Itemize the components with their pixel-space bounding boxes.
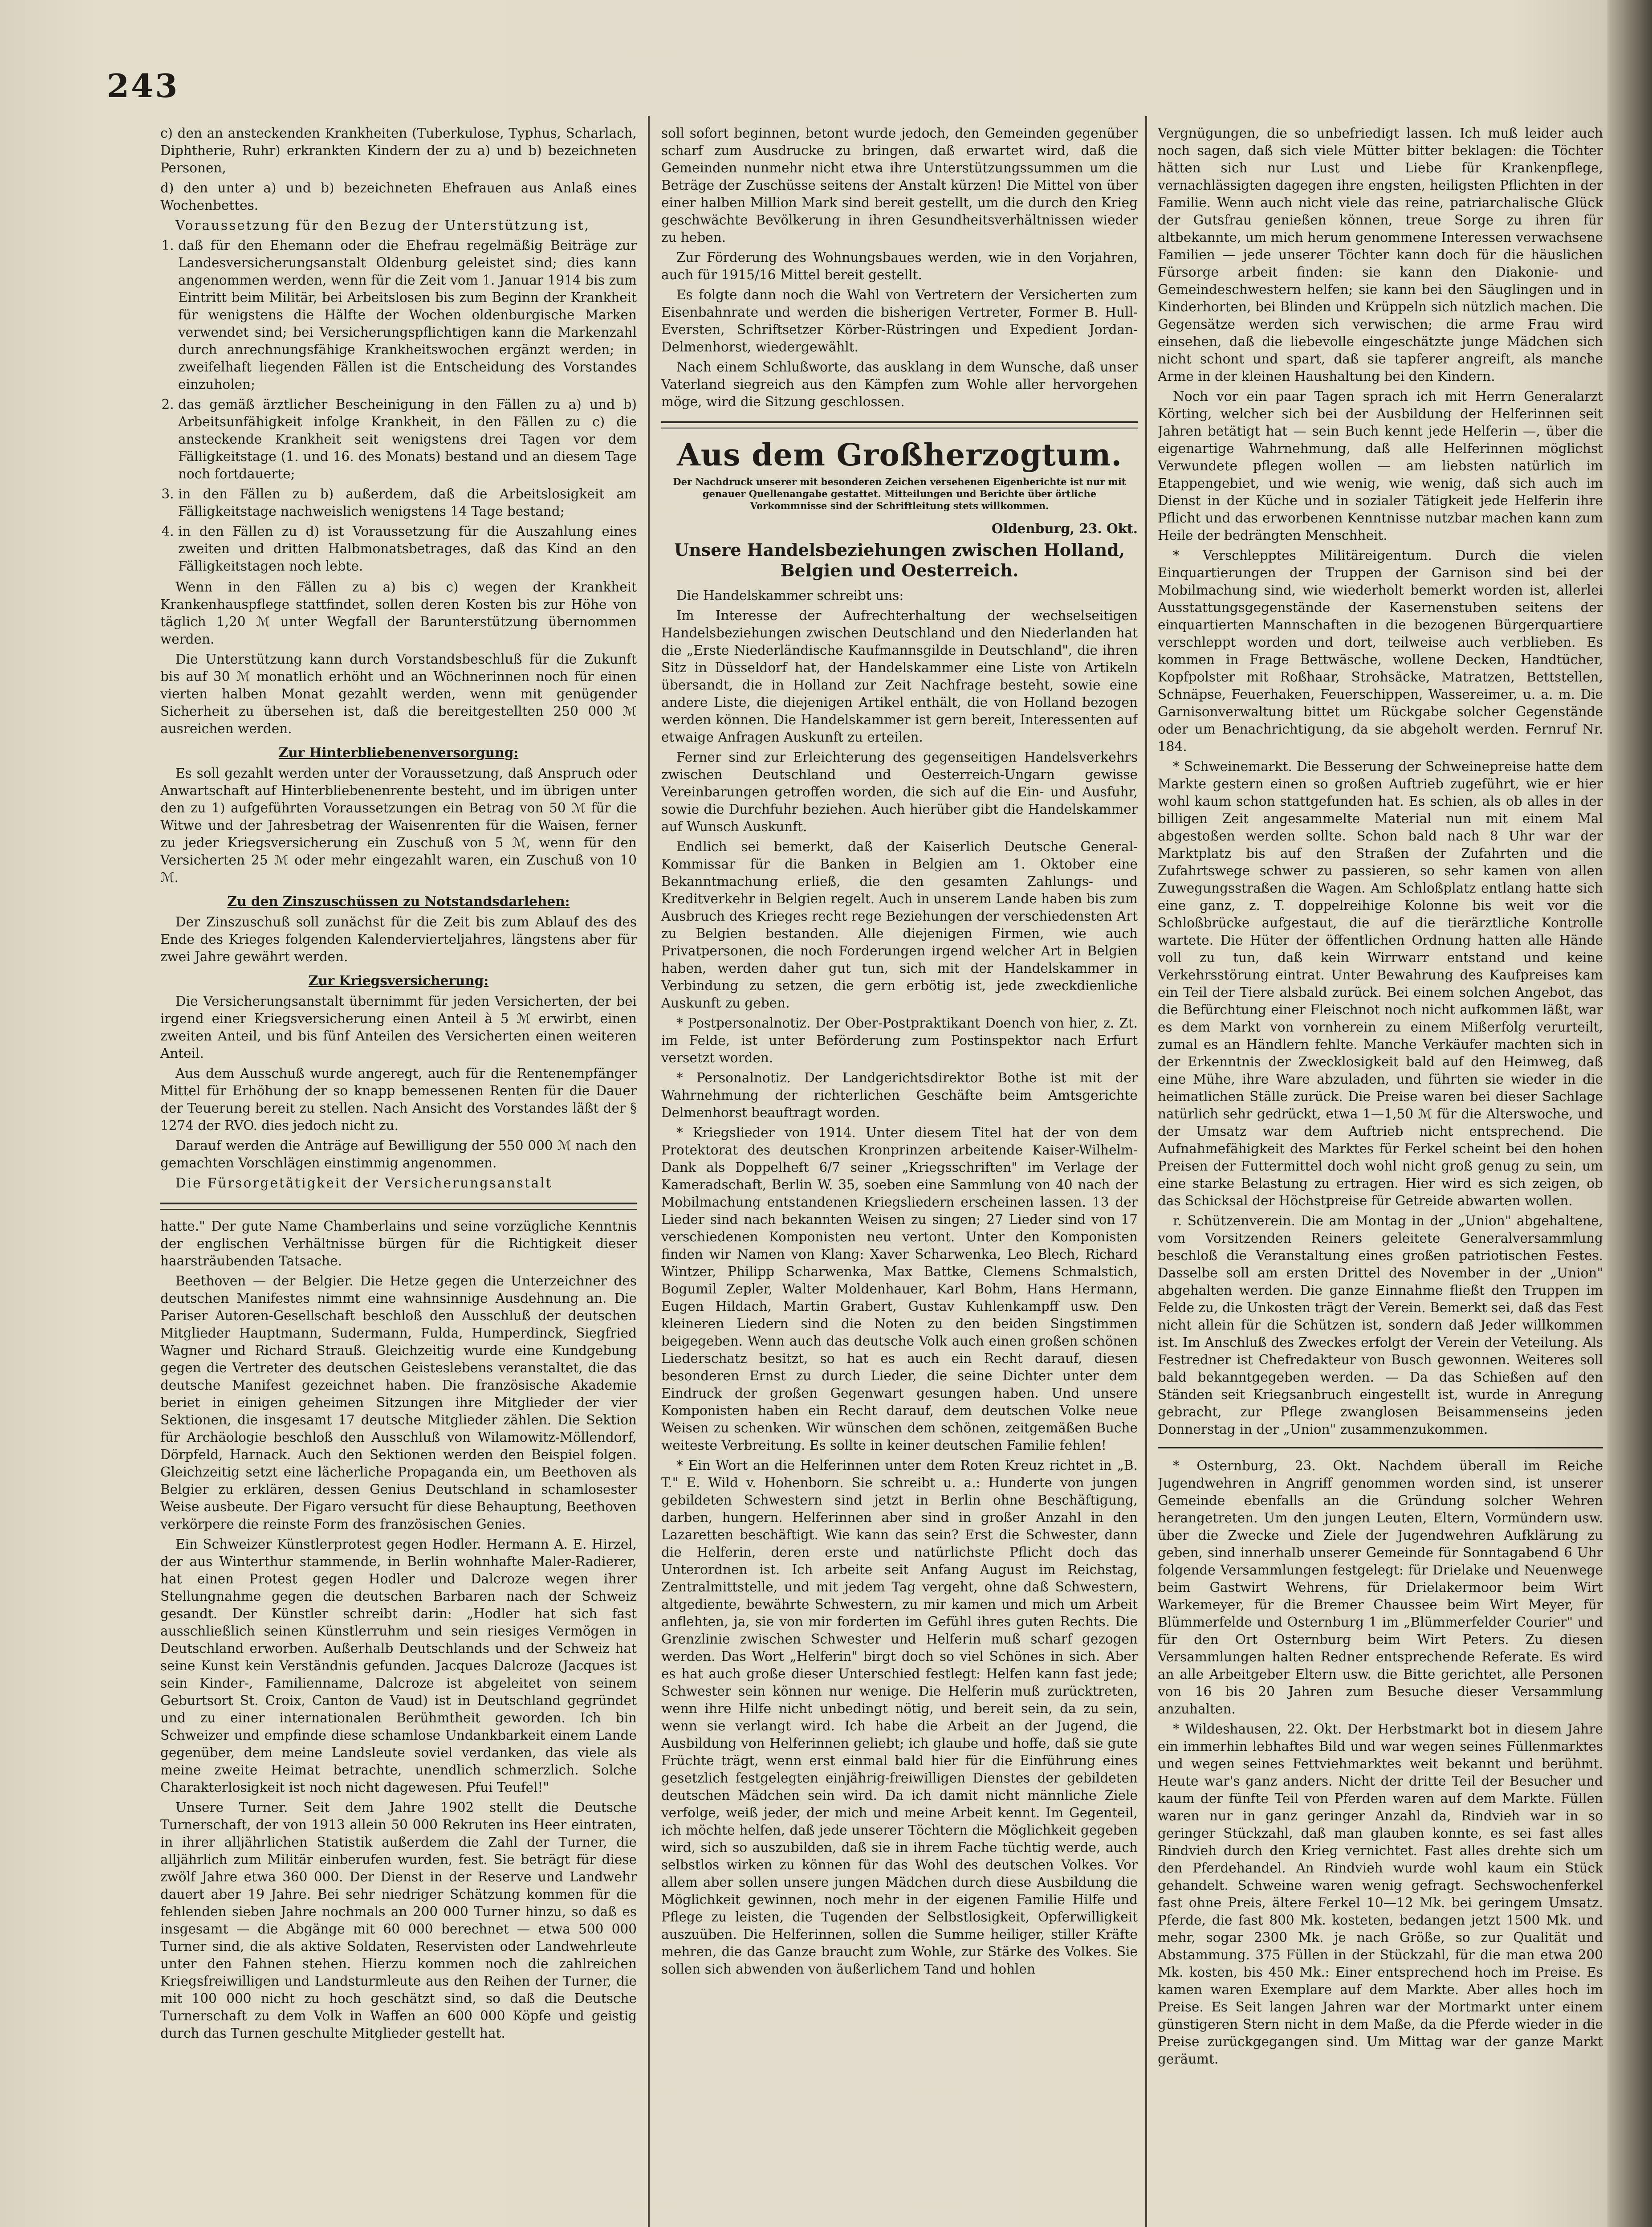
page-number: 243 [107,67,179,105]
column-middle [661,125,1138,2227]
paragraph-handelskammer-3: Ferner sind zur Erleichterung des gegenseitigen Handelsverkehrs zwischen Deutschland und Oesterreich-Ungarn gewisse Vereinbarungen getroffen worden, die sich auf die Ein- und Ausfuhr, sowie die Durchfuhr beziehen. Auch hierüber gibt die Handelskammer auf Wunsch Auskunft. [661,750,1138,834]
list-item: 2. das gemäß ärztlicher Bescheinigung in den Fällen zu a) und b) Arbeitsunfähigkeit infolge Krankheit, in den Fällen zu c) die ansteckende Krankheit seit wenigstens drei Tagen vor dem Fälligkeitstage (1. und 16. des Monats) bestand und an diesem Tage noch fortdauerte; [178,396,637,483]
article-osternburg: * Osternburg, 23. Okt. Nachdem überall im Reiche Jugendwehren in Angriff genommen worden sind, ist unserer Gemeinde ebenfalls an die Gründung solcher Wehren herangetreten. Um den jungen Leuten, Eltern, Vormündern usw. über die Zwecke und Ziele der Jugendwehren Aufklärung zu geben, sind innerhalb unserer Gemeinde für Sonntagabend 6 Uhr folgende Versammlungen festgelegt: für Drielake und Neuenwege beim Gastwirt Wehrens, für Drielakermoor beim Wirt Warkemeyer, für die Bremer Chaussee beim Wirt Meyer, für Blümmerfelde und Osternburg 1 im „Blümmerfelder Courier" und für den Ort Osternburg beim Wirt Peters. Zu diesen Versammlungen halten Redner entsprechende Referate. Es wird an alle Arbeitgeber Eltern usw. die Bitte gerichtet, alle Personen von 16 bis 20 Jahren zum Besuche dieser Versammlung anzuhalten. [1158,1458,1603,1717]
paragraph-ausschuss: Aus dem Ausschuß wurde angeregt, auch für die Rentenempfänger Mittel für Erhöhung der so knapp bemessenen Renten für die Dauer der Teuerung bereit zu stellen. Nach Ansicht des Vorstandes läßt der § 1274 der RVO. dies jedoch nicht zu. [160,1066,637,1133]
dateline: Oldenburg, 23. Okt. [991,521,1138,536]
paragraph-schluss: Nach einem Schlußworte, das ausklang in dem Wunsche, daß unser Vaterland siegreich aus den Kämpfen zum Wohle aller hervorgehen möge, wird die Sitzung geschlossen. [661,359,1138,409]
article-militaereigentum: * Verschlepptes Militäreigentum. Durch die vielen Einquartierungen der Truppen der Garnison sind bei der Mobilmachung sind, wie wiederholt bemerkt worden ist, allerlei Ausstattungsgegenstände der Kasernenstuben seitens der einquartierten Mannschaften in die bezogenen Bürgerquartiere verschleppt worden und dort, teilweise auch verblieben. Es kommen in Frage Bettwäsche, wollene Decken, Handtücher, Kopfpolster mit Roßhaar, Strohsäcke, Matratzen, Bettstellen, Schnäpse, Feuerhaken, Feuerschippen, Wassereimer, u. a. m. Die Garnisonverwaltung bittet um Rückgabe solcher Gegenstände oder um Benachrichtigung, da sie abgeholt werden. Fernruf Nr. 184. [1158,548,1603,754]
list-item: 1. daß für den Ehemann oder die Ehefrau regelmäßig Beiträge zur Landesversicherungsanstalt Oldenburg geleistet sind; dies kann angenommen werden, wenn für die Zeit vom 1. Januar 1914 bis zum Eintritt beim Militär, bei Arbeitslosen bis zum Beginn der Krankheit für wenigstens die Hälfte der Wochen oldenburgische Marken verwendet sind; bei Versicherungspflichtigen kann die Markenzahl durch anrechnungsfähige Krankheitswochen ergänzt werden; in zweifelhaft liegenden Fällen ist die Entscheidung des Vorstandes einzuholen; [178,237,637,393]
reprint-notice: Der Nachdruck unserer mit besonderen Zeichen versehenen Eigenberichte ist nur mit genauer Quellenangabe gestattet. Mitteilungen und Berichte über örtliche Vorkommnisse sind der Schriftleitung stets willkommen. [673,476,1126,511]
article-turner: Unsere Turner. Seit dem Jahre 1902 stellt die Deutsche Turnerschaft, der von 1913 allein 50 000 Rekruten ins Heer eintraten, in ihrer alljährlichen Statistik außerdem die Zahl der Turner, die alljährlich zum Militär einberufen wurden, fest. Sie beträgt für diese zwölf Jahre etwa 360 000. Der Dienst in der Reserve und Landwehr dauert aber 19 Jahre. Bei sehr niedriger Schätzung kommen für die fehlenden sieben Jahre nochmals an 200 000 Turner hinzu, so daß es insgesamt — die Abgänge mit 60 000 berechnet — etwa 500 000 Turner sind, die als aktive Soldaten, Reservisten oder Landwehrleute unter den Fahnen stehen. Hierzu kommen noch die zahlreichen Kriegsfreiwilligen und Landsturmleute aus den Reihen der Turner, die mit 100 000 nicht zu hoch geschätzt sind, so daß die Deutsche Turnerschaft zu dem Volk in Waffen an 600 000 Köpfe und geistig durch das Turnen geschulte Mitglieder gestellt hat. [160,1800,637,2041]
continued-list [160,125,637,214]
prerequisite-heading: Voraussetzung für den Bezug der Unterstützung ist, [175,218,590,233]
paragraph-chamberlain: hatte." Der gute Name Chamberlains und seine vorzügliche Kenntnis der englischen Verhältnisse bürgen für die Richtigkeit dieser haarsträubenden Tatsache. [160,1219,637,1268]
column-divider-1 [648,116,650,2227]
paragraph-continuation: Vergnügungen, die so unbefriedigt lassen. Ich muß leider auch noch sagen, daß sich viele Mütter bitter beklagen: die Töchter hätten sich nur Lust und Liebe für Krankenpflege, vernachlässigten dagegen ihre engsten, heiligsten Pflichten in der Familie. Wenn auch nicht viele das reine, patriarchalische Glück der Gutsfrau genießen können, treue Sorge zu ihren für altbekannte, um mich herum genommene Interessen verwachsene Familien — jede unserer Töchter kann doch für die häuslichen Fürsorge arbeit finden: sie kann den Diakonie- und Gemeindeschwestern helfen; sie kann bei den Säuglingen und in Kinderhorten, bei Blinden und Krüppeln sich nützlich machen. Die Gegensätze werden sich verwischen; die arme Frau wird einsehen, daß die liebevolle eingeschätzte junge Mädchen sich nicht schont und spart, daß sie tapferer angreift, als manche Arme in der kleinen Haushaltung bei den Kindern. [1158,126,1603,384]
paragraph-fuersorge: Die Fürsorgetätigkeit der Versicherungsanstalt [175,1175,553,1191]
paragraph-wohnungsbau: Zur Förderung des Wohnungsbaues werden, wie in den Vorjahren, auch für 1915/16 Mittel bereit gestellt. [661,250,1138,282]
subheading-kriegsversicherung: Zur Kriegsversicherung: [308,973,489,988]
list-item: d) den unter a) und b) bezeichneten Ehefrauen aus Anlaß eines Wochenbettes. [160,180,637,213]
list-item: c) den an ansteckenden Krankheiten (Tuberkulose, Typhus, Scharlach, Diphtherie, Ruhr) erkrankten Kindern der zu a) und b) bezeichneten Personen, [160,126,637,175]
paragraph-handelskammer-1: Die Handelskammer schreibt uns: [676,588,904,603]
notice-postpersonal: * Postpersonalnotiz. Der Ober-Postpraktikant Doench von hier, z. Zt. im Felde, ist unter Beförderung zum Postinspektor nach Erfurt versetzt worden. [661,1016,1138,1065]
paragraph-kriegsversicherung: Die Versicherungsanstalt übernimmt für jeden Versicherten, der bei irgend einer Kriegsversicherung einen Anteil à 5 ℳ erwirbt, einen zweiten Anteil, und bis fünf Anteilen des Versicherten einen weiteren Anteil. [160,994,637,1061]
column-left [160,125,637,2227]
paragraph-continuation: soll sofort beginnen, betont wurde jedoch, den Gemeinden gegenüber scharf zum Ausdrucke zu bringen, daß erwartet wird, daß die Gemeinden nunmehr nicht etwa ihre Unterstützungssummen um die Beträge der Zuschüsse seitens der Anstalt kürzen! Die Mittel von über einer halben Million Mark sind bereit gestellt, um die durch den Krieg geschwächte Bevölkerung in ihren Gesundheitsverhältnissen wieder zu heben. [661,126,1138,245]
column-right [1158,125,1603,2227]
paragraph-antraege: Darauf werden die Anträge auf Bewilligung der 550 000 ℳ nach den gemachten Vorschlägen einstimmig angenommen. [160,1138,637,1171]
paragraph-unterstuetzung: Die Unterstützung kann durch Vorstandsbeschluß für die Zukunft bis auf 30 ℳ monatlich erhöht und an Wöchnerinnen noch für einen vierten halben Monat gezahlt werden, wenn mit genügender Sicherheit zu übersehen ist, daß die bereitgestellten 250 000 ℳ ausreichen werden. [160,652,637,736]
list-item: 4. in den Fällen zu d) ist Voraussetzung für die Auszahlung eines zweiten und dritten Halbmonatsbetrages, daß das Kind an den Fälligkeitstagen noch lebte. [178,523,637,575]
page-spine-shadow [1607,0,1652,2227]
article-beethoven: Beethoven — der Belgier. Die Hetze gegen die Unterzeichner des deutschen Manifestes nimmt eine wahnsinnige Ausdehnung an. Die Pariser Autoren-Gesellschaft beschloß den Ausschluß der deutschen Mitglieder Hauptmann, Sudermann, Fulda, Humperdinck, Siegfried Wagner und Richard Strauß. Gleichzeitig wurde eine Kundgebung gegen die Vertreter des deutschen Geisteslebens veranstaltet, die das deutsche Manifest gezeichnet haben. Die französische Akademie beriet in einigen geheimen Sitzungen ihre Mitglieder der vier Sektionen, die insgesamt 17 deutsche Mitglieder zählen. Die Sektion für Archäologie beschloß den Ausschluß von Wilamowitz-Möllendorf, Dörpfeld, Harnack. Auch den Sektionen werden den Beispiel folgen. Gleichzeitig setzt eine lächerliche Propaganda ein, um Beethoven als Belgier zu erklären, dessen Genius Deutschland in schamlosester Weise ausbeute. Der Figaro versucht für diese Behauptung, Beethoven verkörpere die reinste Form des französischen Genies. [160,1273,637,1532]
paragraph-krankenhaus: Wenn in den Fällen zu a) bis c) wegen der Krankheit Krankenhauspflege stattfindet, sollen deren Kosten bis zur Höhe von täglich 1,20 ℳ unter Wegfall der Barunterstützung übernommen werden. [160,579,637,647]
list-item: 3. in den Fällen zu b) außerdem, daß die Arbeitslosigkeit am Fälligkeitstage nachweislich wenigstens 14 Tage bestand; [178,485,637,520]
article-hodler: Ein Schweizer Künstlerprotest gegen Hodler. Hermann A. E. Hirzel, der aus Winterthur stammende, in Berlin wohnhafte Maler-Radierer, hat einen Protest gegen Hodler und Dalcroze wegen ihrer Stellungnahme gegen die deutschen Barbaren nach der Schweiz gesandt. Der Künstler schreibt darin: „Hodler hat sich fast ausschließlich seinen Künstlerruhm und sein riesiges Vermögen in Deutschland erworben. Außerhalb Deutschlands und der Schweiz hat seine Kunst kein Verständnis gefunden. Jacques Dalcroze (Jacques ist sein Kinder-, Familienname, Dalcroze ist abgeleitet von seinem Geburtsort St. Croix, Canton de Vaud) ist in Deutschland gegründet und zu einer internationalen Berühmtheit geworden. Ich bin Schweizer und empfinde diese schamlose Undankbarkeit einem Lande gegenüber, dem meine Landsleute soviel verdanken, das viele als meine zweite Heimat betrachte, unendlich schmerzlich. Solche Charakterlosigkeit ist noch nicht dagewesen. Pfui Teufel!" [160,1537,637,1795]
subheading-zinszuschuss: Zu den Zinszuschüssen zu Notstandsdarlehen: [227,893,570,909]
section-rule [1158,1447,1603,1448]
prerequisite-list [160,237,637,575]
paragraph-handelskammer-4: Endlich sei bemerkt, daß der Kaiserlich Deutsche General-Kommissar für die Banken in Belgien am 1. Oktober eine Bekanntmachung erließ, die den gesamten Zahlungs- und Kreditverkehr in Belgien regelt. Auch in unserem Lande haben bis zum Ausbruch des Krieges recht rege Beziehungen der verschiedensten Art zu Belgien bestanden. Alle diejenigen Firmen, wie auch Privatpersonen, die noch Forderungen irgend welcher Art in Belgien haben, werden daher gut tun, sich mit der Handelskammer in Verbindung zu setzen, die gern erbötig ist, jede zweckdienliche Auskunft zu geben. [661,839,1138,1011]
article-schweinemarkt: * Schweinemarkt. Die Besserung der Schweinepreise hatte dem Markte gestern einen so großen Auftrieb zugeführt, wie er hier wohl kaum schon stattgefunden hat. Es schien, als ob alles in der billigen Zeit angesammelte Material nun mit einem Mal abgestoßen werden sollte. Schon bald nach 8 Uhr war der Marktplatz bis auf den Straßen der Zufahrten und die Zufahrtswege schwer zu passieren, so sehr kamen von allen Zuwegungsstraßen die Wagen. Am Schloßplatz entlang hatte sich eine ganz, z. T. doppelreihige Kolonne bis weit vor die Schloßbrücke aufgestaut, die auf die tierärztliche Kontrolle wartete. Die Hüter der öffentlichen Ordnung hatten alle Hände voll zu tun, daß kein Wirrwarr entstand und keine Verkehrsstörung eintrat. Unter Bewahrung des Kaufpreises kam ein Teil der Tiere alsbald zurück. Bei einem solchen Angebot, das die Befürchtung einer Fleischnot noch nicht aufkommen läßt, war es dem Markt von vornherein zu einem Mißerfolg verurteilt, zumal es an Händlern fehlte. Manche Verkäufer machten sich in der Erkenntnis der Zwecklosigkeit bald auf den Heimweg, daß eine Mühe, ihre Ware abzuladen, und führten sie wieder in die heimatlichen Ställe zurück. Die Preise waren bei dieser Sachlage natürlich sehr gedrückt, etwa 1—1,50 ℳ für die Alterswoche, und der Umsatz war dem Auftrieb nicht entsprechend. Die Aufnahmefähigkeit des Marktes für Ferkel scheint bei den hohen Preisen der Futtermittel doch wohl nicht groß genug zu sein, um eine starke Belastung zu ertragen. Hier wird es sich zeigen, ob das Schicksal der Höchstpreise für Getreide abwarten wollen. [1158,759,1603,1208]
article-schuetzenverein: r. Schützenverein. Die am Montag in der „Union" abgehaltene, vom Vorsitzenden Reiners geleitete Generalversammlung beschloß die Veranstaltung eines großen patriotischen Festes. Dasselbe soll am ersten Drittel des November in der „Union" abgehalten werden. Die ganze Einnahme fließt den Truppen im Felde zu, die Unkosten trägt der Verein. Bemerkt sei, daß das Fest nicht allein für die Schützen ist, sondern daß Jeder willkommen ist. Im Anschluß des Zweckes erfolgt der Verein der Veteilung. Als Festredner ist Chefredakteur von Busch gewonnen. Weiteres soll bald bekanntgegeben werden. — Da das Schießen auf den Ständen seit Kriegsanbruch eingestellt ist, wurde in Anregung gebracht, zur Pflege zwanglosen Beisammenseins jeden Donnerstag in der „Union" zusammenzukommen. [1158,1213,1603,1437]
section-banner: Aus dem Großherzogtum. [676,437,1123,473]
paragraph-wahl: Es folgte dann noch die Wahl von Vertretern der Versicherten zum Eisenbahnrate und werden die bisherigen Vertreter, Former B. Hull-Eversten, Schriftsetzer Körber-Rüstringen und Expedient Jordan-Delmenhorst, wiedergewählt. [661,287,1138,355]
article-helferinnen: * Ein Wort an die Helferinnen unter dem Roten Kreuz richtet in „B. T." E. Wild v. Hohenborn. Sie schreibt u. a.: Hunderte von jungen gebildeten Schwestern sind jetzt in Berlin ohne Beschäftigung, darben, hungern. Helferinnen aber sind in großer Anzahl in den Lazaretten beschäftigt. Wie kann das sein? Erst die Schwester, dann die Helferin, deren erste und natürlichste Pflicht doch das Unterordnen ist. Ich arbeite seit Anfang August im Reichstag, Zentralmittstelle, und mit jedem Tag vergeht, ohne daß Schwestern, altgediente, bewährte Schwestern, zu mir kamen und mich um Arbeit anflehten, ja, sie von mir forderten im Gefühl ihres guten Rechts. Die Grenzlinie zwischen Schwester und Helferin muß scharf gezogen werden. Das Wort „Helferin" birgt doch so viel Schönes in sich. Aber es hat auch große dieser Unterschied festlegt: Helfen kann fast jede; Schwester sein können nur wenige. Die Helferin muß zurücktreten, wenn ihre Hilfe nicht unbedingt nötig, und bereit sein, da zu sein, wenn sie verlangt wird. Ich habe die Arbeit an der Jugend, die Ausbildung von Helferinnen geliebt; ich glaube und hoffe, daß sie gute Früchte trägt, wenn erst einmal bald hier für die Einführung eines gesetzlich festgelegten einjährig-freiwilligen Dienstes der gebildeten deutschen Mädchen sein wird. Da ich damit nicht männliche Ziele verfolge, weiß jeder, der mich und meine Arbeit kennt. Im Gegenteil, ich möchte helfen, daß jede unserer Töchtern die Möglichkeit gegeben wird, sich so auszubilden, daß sie in ihrem Fache tüchtig werde, auch selbstlos wirken zu können für das Wohl des deutschen Volkes. Vor allem aber sollen unsere jungen Mädchen durch diese Ausbildung die Möglichkeit gewinnen, noch mehr in der eigenen Familie Hilfe und Pflege zu leisten, die Tugenden der Selbstlosigkeit, Opferwilligkeit auszuüben. Die Helferinnen, sollen die Summe heiliger, stiller Kräfte mehren, die das Ganze braucht zum Wohle, zur Stärke des Volkes. Sie sollen sich abwenden von äußerlichem Tand und hohlen [661,1458,1138,1977]
notice-personal: * Personalnotiz. Der Landgerichtsdirektor Bothe ist mit der Wahrnehmung der richterlichen Geschäfte beim Amtsgerichte Delmenhorst beauftragt worden. [661,1070,1138,1120]
paragraph-zinszuschuss: Der Zinszuschuß soll zunächst für die Zeit bis zum Ablauf des des Ende des Krieges folgenden Kalendervierteljahres, längstens aber für zwei Jahre gewährt werden. [160,914,637,964]
paragraph-hinterbliebene: Es soll gezahlt werden unter der Voraussetzung, daß Anspruch oder Anwartschaft auf Hinterbliebenenrente besteht, und im übrigen unter den zu 1) aufgeführten Voraussetzungen ein Betrag von 50 ℳ für die Witwe und der Jahresbetrag der Waisenrenten für die Waisen, ferner zu jeder Kriegsversicherung ein Zuschuß von 5 ℳ, wenn für den Versicherten 25 ℳ oder mehr eingezahlt waren, ein Zuschuß von 10 ℳ. [160,766,637,885]
article-headline: Unsere Handelsbeziehungen zwischen Holland, Belgien und Oesterreich. [674,540,1125,580]
section-rule [661,421,1138,428]
article-kriegslieder: * Kriegslieder von 1914. Unter diesem Titel hat der von dem Protektorat des deutschen Kronprinzen arbeitende Kaiser-Wilhelm-Dank als Doppelheft 6/7 seiner „Kriegsschriften" im Verlage der Kameradschaft, Berlin W. 35, soeben eine Sammlung von 40 nach der Mobilmachung entstandenen Kriegsliedern erscheinen lassen. 13 der Lieder sind nach bekannten Weisen zu singen; 27 Lieder sind von 17 verschiedenen Komponisten neu vertont. Unter den Komponisten finden wir Namen von Klang: Xaver Scharwenka, Leo Blech, Richard Wintzer, Philipp Scharwenka, Max Battke, Clemens Schmalstich, Bogumil Zepler, Walter Moldenhauer, Karl Bohm, Hans Hermann, Eugen Hildach, Martin Grabert, Gustav Kuhlenkampff usw. Den kleineren Liedern sind die Noten zu den beiden Singstimmen beigegeben. Wenn auch das deutsche Volk auch einen großen schönen Liederschatz besitzt, so hat es auch ein Recht darauf, diesen besonderen Ernst zu durch Lieder, die seine Dichter unter dem Eindruck der großen Gegenwart gesungen haben. Und unsere Komponisten haben ein Recht darauf, dem deutschen Volke neue Weisen zu schenken. Wir wünschen dem schönen, zeitgemäßen Buche weiteste Verbreitung. Es sollte in keiner deutschen Familie fehlen! [661,1125,1138,1453]
paragraph-koerting: Noch vor ein paar Tagen sprach ich mit Herrn Generalarzt Körting, welcher sich bei der Ausbildung der Helferinnen seit Jahren betätigt hat — sein Buch kennt jede Helferin —, über die eigenartige Wahrnehmung, daß alle Helferinnen möglichst Verwundete pflegen wollen — am liebsten natürlich im Etappengebiet, und wie wenig, wie wenig, daß sich auch im Dienst in der Küche und in sozialer Tätigkeit jede Helferin ihre Pflicht und das erworbenen Kenntnisse nutzbar machen kann zum Heile der bedrängten Menschheit. [1158,389,1603,543]
subheading-hinterbliebene: Zur Hinterbliebenenversorgung: [278,745,519,760]
section-rule [160,1203,637,1210]
column-divider-2 [1145,116,1147,2227]
article-wildeshausen: * Wildeshausen, 22. Okt. Der Herbstmarkt bot in diesem Jahre ein immerhin lebhaftes Bild und war wegen seines Füllenmarktes und wegen seines Fettviehmarktes weit bekannt und berühmt. Heute war's ganz anders. Nicht der dritte Teil der Besucher und kaum der fünfte Teil von Pferden waren auf dem Markte. Füllen waren nur in ganz geringer Anzahl da, Rindvieh war in so geringer Stückzahl, daß man glauben konnte, es sei fast alles Rindvieh durch den Krieg vernichtet. Fast alles drehte sich um den Pferdehandel. An Rindvieh wurde wohl kaum ein Stück gehandelt. Schweine waren wenig gefragt. Sechswochenferkel fast ohne Preis, ältere Ferkel 10—12 Mk. bei geringem Umsatz. Pferde, die fast 800 Mk. kosteten, bedangen jetzt 1500 Mk. und mehr, sogar 2300 Mk. je nach Größe, so zur Qualität und Abstammung. 375 Füllen in der Stückzahl, für die man etwa 200 Mk. kosten, bis 450 Mk.: Einer entsprechend hoch im Preise. Es kamen waren Exemplare auf dem Markte. Aber alles hoch im Preise. Es Seit langen Jahren war der Mortmarkt unter einem günstigeren Stern nicht in dem Maße, da die Pferde wieder in die Preise zurückgegangen sind. Um Mittag war der ganze Markt geräumt. [1158,1721,1603,2067]
paragraph-handelskammer-2: Im Interesse der Aufrechterhaltung der wechselseitigen Handelsbeziehungen zwischen Deutschland und den Niederlanden hat die „Erste Niederländische Kaufmannsgilde in Deutschland", die ihren Sitz in Düsseldorf hat, der Handelskammer eine Liste von Artikeln übersandt, die in Holland zur Zeit Nachfrage besteht, sowie eine andere Liste, die diejenigen Artikel enthält, die von Holland bezogen werden können. Die Handelskammer ist gern bereit, Interessenten auf etwaige Anfragen Auskunft zu erteilen. [661,608,1138,745]
